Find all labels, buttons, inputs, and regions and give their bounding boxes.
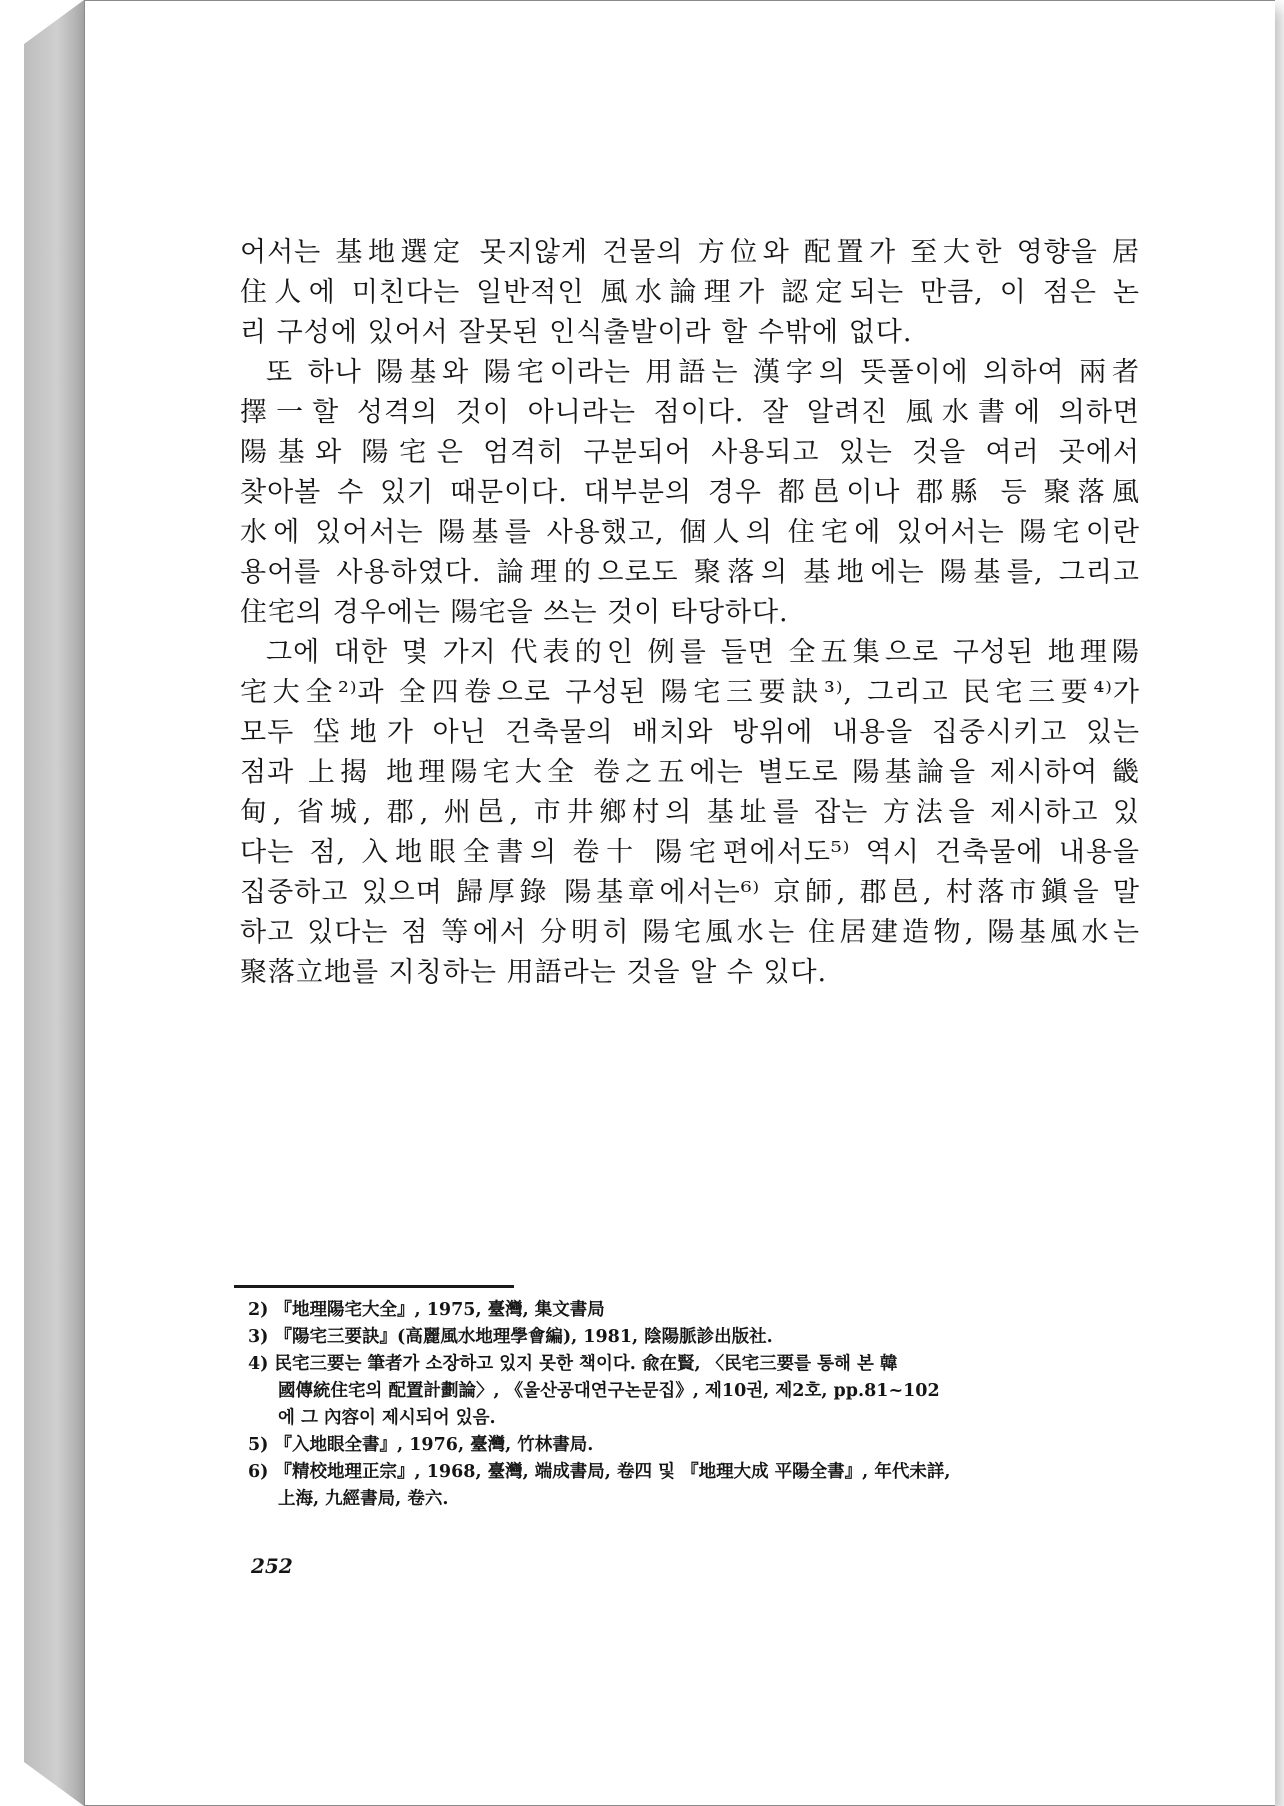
body-line: 擇一할 성격의 것이 아니라는 점이다. 잘 알려진 風水書에 의하면 [240, 397, 1140, 428]
body-line: 용어를 사용하였다. 論理的으로도 聚落의 基地에는 陽基를, 그리고 [240, 557, 1140, 588]
footnotes [248, 1297, 1148, 1513]
footnote-line: 3) 『陽宅三要訣』(高麗風水地理學會編), 1981, 陰陽脈診出版社. [248, 1327, 773, 1347]
page-number: 252 [251, 1554, 293, 1578]
body-line: 甸, 省城, 郡, 州邑, 市井鄉村의 基址를 잡는 方法을 제시하고 있 [240, 797, 1140, 828]
footnote-line: 上海, 九經書局, 卷六. [278, 1489, 449, 1509]
footnote-divider [234, 1285, 514, 1288]
body-line: 어서는 基地選定 못지않게 건물의 方位와 配置가 至大한 영향을 居 [240, 237, 1140, 268]
body-line: 또 하나 陽基와 陽宅이라는 用語는 漢字의 뜻풀이에 의하여 兩者 [266, 357, 1140, 388]
body-line: 다는 점, 入地眼全書의 卷十 陽宅편에서도⁵⁾ 역시 건축물에 내용을 [240, 837, 1140, 868]
body-line: 住人에 미친다는 일반적인 風水論理가 認定되는 만큼, 이 점은 논 [240, 277, 1140, 308]
body-text [240, 233, 1140, 993]
body-line: 宅大全²⁾과 全四卷으로 구성된 陽宅三要訣³⁾, 그리고 民宅三要⁴⁾가 [240, 677, 1140, 708]
book-page [84, 0, 1275, 1806]
body-line: 찾아볼 수 있기 때문이다. 대부분의 경우 都邑이나 郡縣 등 聚落風 [240, 477, 1140, 508]
body-line: 리 구성에 있어서 잘못된 인식출발이라 할 수밖에 없다. [240, 317, 913, 348]
body-line: 점과 上揭 地理陽宅大全 卷之五에는 별도로 陽基論을 제시하여 畿 [240, 757, 1140, 788]
body-line: 水에 있어서는 陽基를 사용했고, 個人의 住宅에 있어서는 陽宅이란 [240, 517, 1140, 548]
body-line: 그에 대한 몇 가지 代表的인 例를 들면 全五集으로 구성된 地理陽 [266, 637, 1140, 668]
body-line: 집중하고 있으며 歸厚錄 陽基章에서는⁶⁾ 京師, 郡邑, 村落市鎭을 말 [240, 877, 1140, 908]
body-line: 陽基와 陽宅은 엄격히 구분되어 사용되고 있는 것을 여러 곳에서 [240, 437, 1140, 468]
footnote-line: 國傳統住宅의 配置計劃論〉, 《울산공대연구논문집》, 제10권, 제2호, pp.81~102 [278, 1381, 940, 1401]
body-line: 모두 垈地가 아닌 건축물의 배치와 방위에 내용을 집중시키고 있는 [240, 717, 1140, 748]
book-spine [24, 0, 84, 1806]
footnote-line: 5) 『入地眼全書』, 1976, 臺灣, 竹林書局. [248, 1435, 594, 1455]
footnote-line: 에 그 內容이 제시되어 있음. [278, 1408, 496, 1428]
body-line: 聚落立地를 지칭하는 用語라는 것을 알 수 있다. [240, 957, 828, 988]
footnote-line: 4) 民宅三要는 筆者가 소장하고 있지 못한 책이다. 兪在賢, 〈民宅三要를 통해 본 韓 [248, 1354, 898, 1374]
footnote-line: 2) 『地理陽宅大全』, 1975, 臺灣, 集文書局 [248, 1300, 605, 1320]
body-line: 住宅의 경우에는 陽宅을 쓰는 것이 타당하다. [240, 597, 789, 628]
footnote-line: 6) 『精校地理正宗』, 1968, 臺灣, 端成書局, 卷四 및 『地理大成 平陽全書』, 年代未詳, [248, 1462, 951, 1482]
body-line: 하고 있다는 점 等에서 分明히 陽宅風水는 住居建造物, 陽基風水는 [240, 917, 1140, 948]
